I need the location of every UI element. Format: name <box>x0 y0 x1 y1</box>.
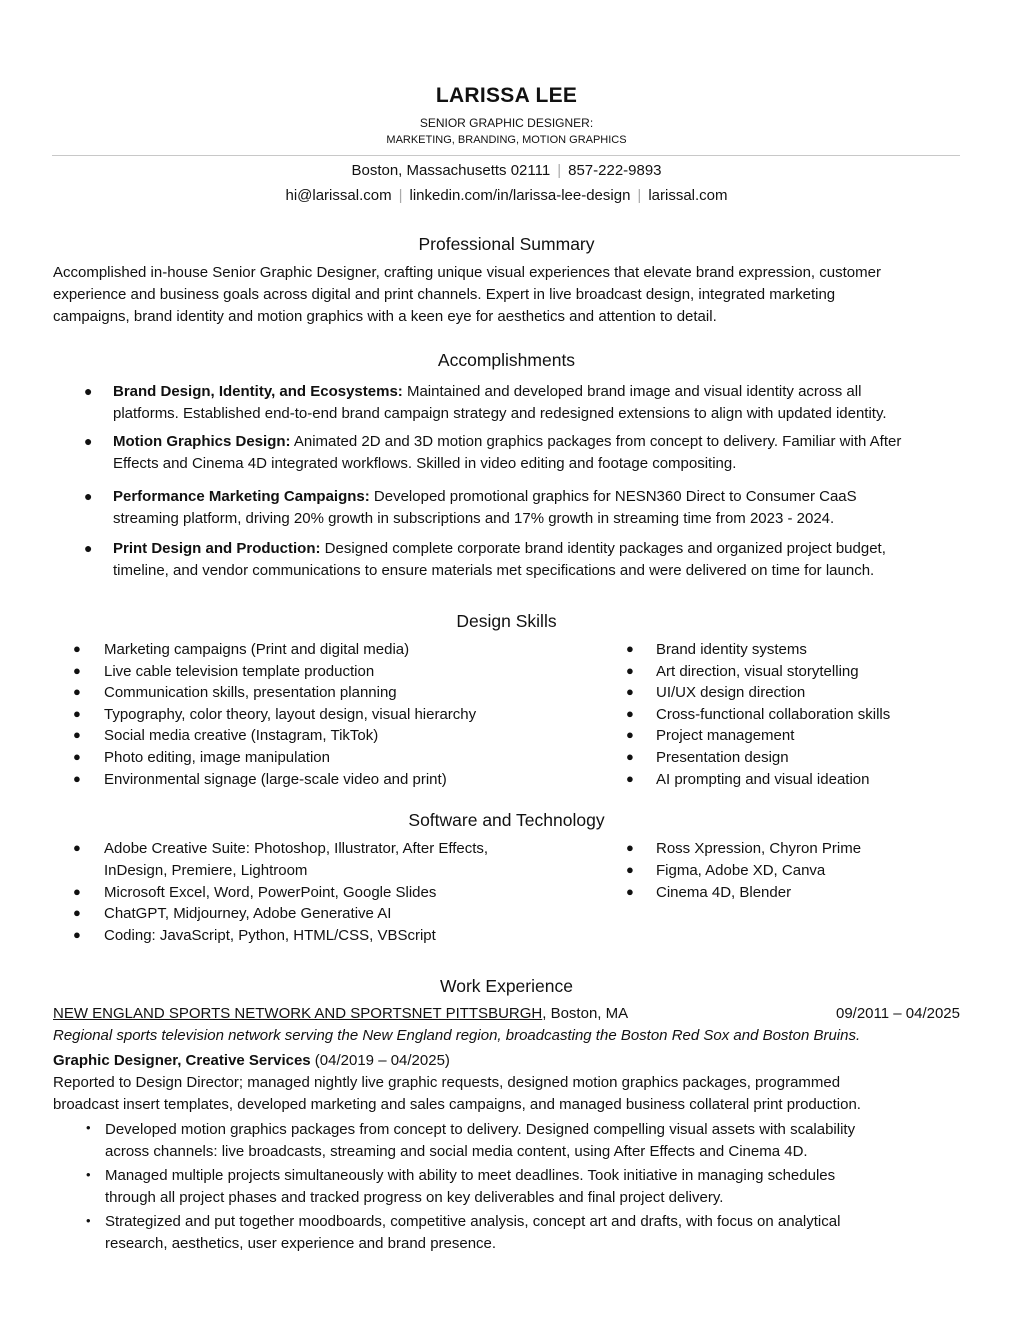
summary-line: experience and business goals across digital and print channels. Expert in live broadcast design, integrated marketing <box>53 286 836 303</box>
bullet-icon: ● <box>626 840 634 855</box>
role-description-line: Reported to Design Director; managed nightly live graphic requests, designed motion graphics packages, programmed <box>53 1074 841 1091</box>
bullet-icon: ● <box>626 862 634 877</box>
accomplishment-label: Brand Design, Identity, and Ecosystems: <box>113 383 403 400</box>
role-title: Graphic Designer, Creative Services <box>53 1052 311 1069</box>
bullet-icon: ● <box>626 684 634 699</box>
accomplishment-item <box>113 486 973 530</box>
accomplishment-label: Motion Graphics Design: <box>113 433 291 450</box>
skill-item: Project management <box>656 727 795 744</box>
skill-item: Live cable television template production <box>104 663 375 680</box>
bullet-icon: ● <box>73 771 81 786</box>
work-bullet-item <box>105 1211 965 1255</box>
bullet-icon: • <box>86 1167 91 1182</box>
skill-item: Marketing campaigns (Print and digital media) <box>104 641 410 658</box>
bullet-icon: ● <box>73 884 81 899</box>
role-line <box>53 1052 450 1069</box>
bullet-icon: ● <box>84 383 93 399</box>
candidate-name: LARISSA LEE <box>435 84 578 107</box>
software-item: Figma, Adobe XD, Canva <box>656 862 826 879</box>
bullet-icon: ● <box>626 663 634 678</box>
software-item: Cinema 4D, Blender <box>656 884 792 901</box>
section-title-work: Work Experience <box>440 976 573 996</box>
accomplishment-item <box>113 538 973 582</box>
summary-line: Accomplished in-house Senior Graphic Designer, crafting unique visual experiences that elevate brand expression, customer <box>53 264 881 281</box>
section-title-design-skills: Design Skills <box>456 611 557 631</box>
work-bullet-line: Strategized and put together moodboards, competitive analysis, concept art and drafts, with focus on analytical <box>105 1213 841 1230</box>
software-item-continued: InDesign, Premiere, Lightroom <box>104 862 308 879</box>
bullet-icon: ● <box>626 884 634 899</box>
accomplishment-label: Print Design and Production: <box>113 540 321 557</box>
company-description: Regional sports television network serving the New England region, broadcasting the Boston Red Sox and Boston Bruins. <box>53 1027 861 1044</box>
accomplishment-text: Animated 2D and 3D motion graphics packages from concept to delivery. Familiar with After <box>290 433 902 450</box>
skill-item: AI prompting and visual ideation <box>656 771 870 788</box>
bullet-icon: ● <box>626 727 634 742</box>
skill-item: Brand identity systems <box>656 641 807 658</box>
contact-line-2 <box>0 187 1013 204</box>
contact-line-1 <box>0 162 1013 179</box>
work-bullet-line: Developed motion graphics packages from concept to delivery. Designed compelling visual assets with scalability <box>105 1121 856 1138</box>
summary-line: campaigns, brand identity and motion graphics with a keen eye for aesthetics and attention to detail. <box>53 308 717 325</box>
software-item: Adobe Creative Suite: Photoshop, Illustrator, After Effects, <box>104 840 489 857</box>
company-location: , Boston, MA <box>542 1005 629 1022</box>
bullet-icon: ● <box>73 663 81 678</box>
bullet-icon: • <box>86 1213 91 1228</box>
accomplishment-item <box>113 381 973 425</box>
bullet-icon: ● <box>73 641 81 656</box>
work-bullet-line: research, aesthetics, user experience and brand presence. <box>105 1235 497 1252</box>
skill-item: Art direction, visual storytelling <box>656 663 859 680</box>
work-bullet-item <box>105 1165 965 1209</box>
bullet-icon: ● <box>73 840 81 855</box>
section-title-summary: Professional Summary <box>418 234 595 254</box>
skill-item: Photo editing, image manipulation <box>104 749 330 766</box>
software-item: Microsoft Excel, Word, PowerPoint, Google Slides <box>104 884 437 901</box>
skill-item: Cross-functional collaboration skills <box>656 706 891 723</box>
bullet-icon: • <box>86 1120 91 1135</box>
company-name: NEW ENGLAND SPORTS NETWORK AND SPORTSNET PITTSBURGH <box>53 1005 543 1022</box>
software-item: Coding: JavaScript, Python, HTML/CSS, VBScript <box>104 927 436 944</box>
bullet-icon: ● <box>84 433 93 449</box>
separator: | <box>398 187 403 204</box>
bullet-icon: ● <box>84 540 93 556</box>
work-bullet-line: through all project phases and tracked progress on key deliverables and final project delivery. <box>105 1189 724 1206</box>
bullet-icon: ● <box>73 727 81 742</box>
summary-text <box>53 262 965 328</box>
website-link[interactable]: larissal.com <box>648 187 728 204</box>
bullet-icon: ● <box>626 706 634 721</box>
bullet-icon: ● <box>626 749 634 764</box>
separator: | <box>637 187 642 204</box>
work-bullet-line: across channels: live broadcasts, streaming and social media content, using After Effects and Cinema 4D. <box>105 1143 808 1160</box>
bullet-icon: ● <box>73 749 81 764</box>
section-title-accomplishments: Accomplishments <box>437 350 576 370</box>
bullet-icon: ● <box>626 771 634 786</box>
separator: | <box>557 162 562 179</box>
accomplishment-text: Maintained and developed brand image and visual identity across all <box>402 383 862 400</box>
skill-item: Presentation design <box>656 749 789 766</box>
role-description <box>53 1072 965 1116</box>
software-item: Ross Xpression, Chyron Prime <box>656 840 862 857</box>
work-bullet-item <box>105 1119 965 1163</box>
job-specialties: MARKETING, BRANDING, MOTION GRAPHICS <box>386 134 627 146</box>
skill-item: Typography, color theory, layout design, visual hierarchy <box>104 706 477 723</box>
phone[interactable]: 857-222-9893 <box>568 162 662 179</box>
accomplishment-text: platforms. Established end-to-end brand campaign strategy and redesigned extensions to align with updated identity. <box>113 405 887 422</box>
accomplishment-text: streaming platform, driving 20% growth in subscriptions and 17% growth in streaming time from 2023 - 2024. <box>113 510 835 527</box>
bullet-icon: ● <box>73 927 81 942</box>
location: Boston, Massachusetts 02111 <box>351 162 551 179</box>
software-item: ChatGPT, Midjourney, Adobe Generative AI <box>104 905 392 922</box>
role-description-line: broadcast insert templates, developed marketing and sales campaigns, and managed business collateral print production. <box>53 1096 861 1113</box>
company-line <box>53 1005 628 1022</box>
bullet-icon: ● <box>73 905 81 920</box>
email-link[interactable]: hi@larissal.com <box>285 187 392 204</box>
accomplishment-item <box>113 431 973 475</box>
accomplishment-text: Designed complete corporate brand identity packages and organized project budget, <box>320 540 886 557</box>
role-dates: (04/2019 – 04/2025) <box>310 1052 450 1069</box>
employment-dates: 09/2011 – 04/2025 <box>835 1005 960 1022</box>
work-bullet-line: Managed multiple projects simultaneously with ability to meet deadlines. Took initiative in managing schedules <box>105 1167 836 1184</box>
accomplishment-text: Effects and Cinema 4D integrated workflows. Skilled in video editing and footage compositing. <box>113 455 737 472</box>
job-title: SENIOR GRAPHIC DESIGNER: <box>419 116 594 130</box>
bullet-icon: ● <box>73 684 81 699</box>
accomplishment-text: timeline, and vendor communications to ensure materials met specifications and were delivered on time for launch. <box>113 562 875 579</box>
bullet-icon: ● <box>626 641 634 656</box>
bullet-icon: ● <box>84 488 93 504</box>
section-title-software: Software and Technology <box>408 810 605 830</box>
skill-item: Social media creative (Instagram, TikTok) <box>104 727 379 744</box>
bullet-icon: ● <box>73 706 81 721</box>
accomplishment-label: Performance Marketing Campaigns: <box>113 488 370 505</box>
skill-item: UI/UX design direction <box>656 684 806 701</box>
linkedin-link[interactable]: linkedin.com/in/larissa-lee-design <box>409 187 631 204</box>
header-divider <box>52 155 960 156</box>
accomplishment-text: Developed promotional graphics for NESN360 Direct to Consumer CaaS <box>369 488 857 505</box>
skill-item: Environmental signage (large-scale video and print) <box>104 771 447 788</box>
skill-item: Communication skills, presentation planning <box>104 684 397 701</box>
